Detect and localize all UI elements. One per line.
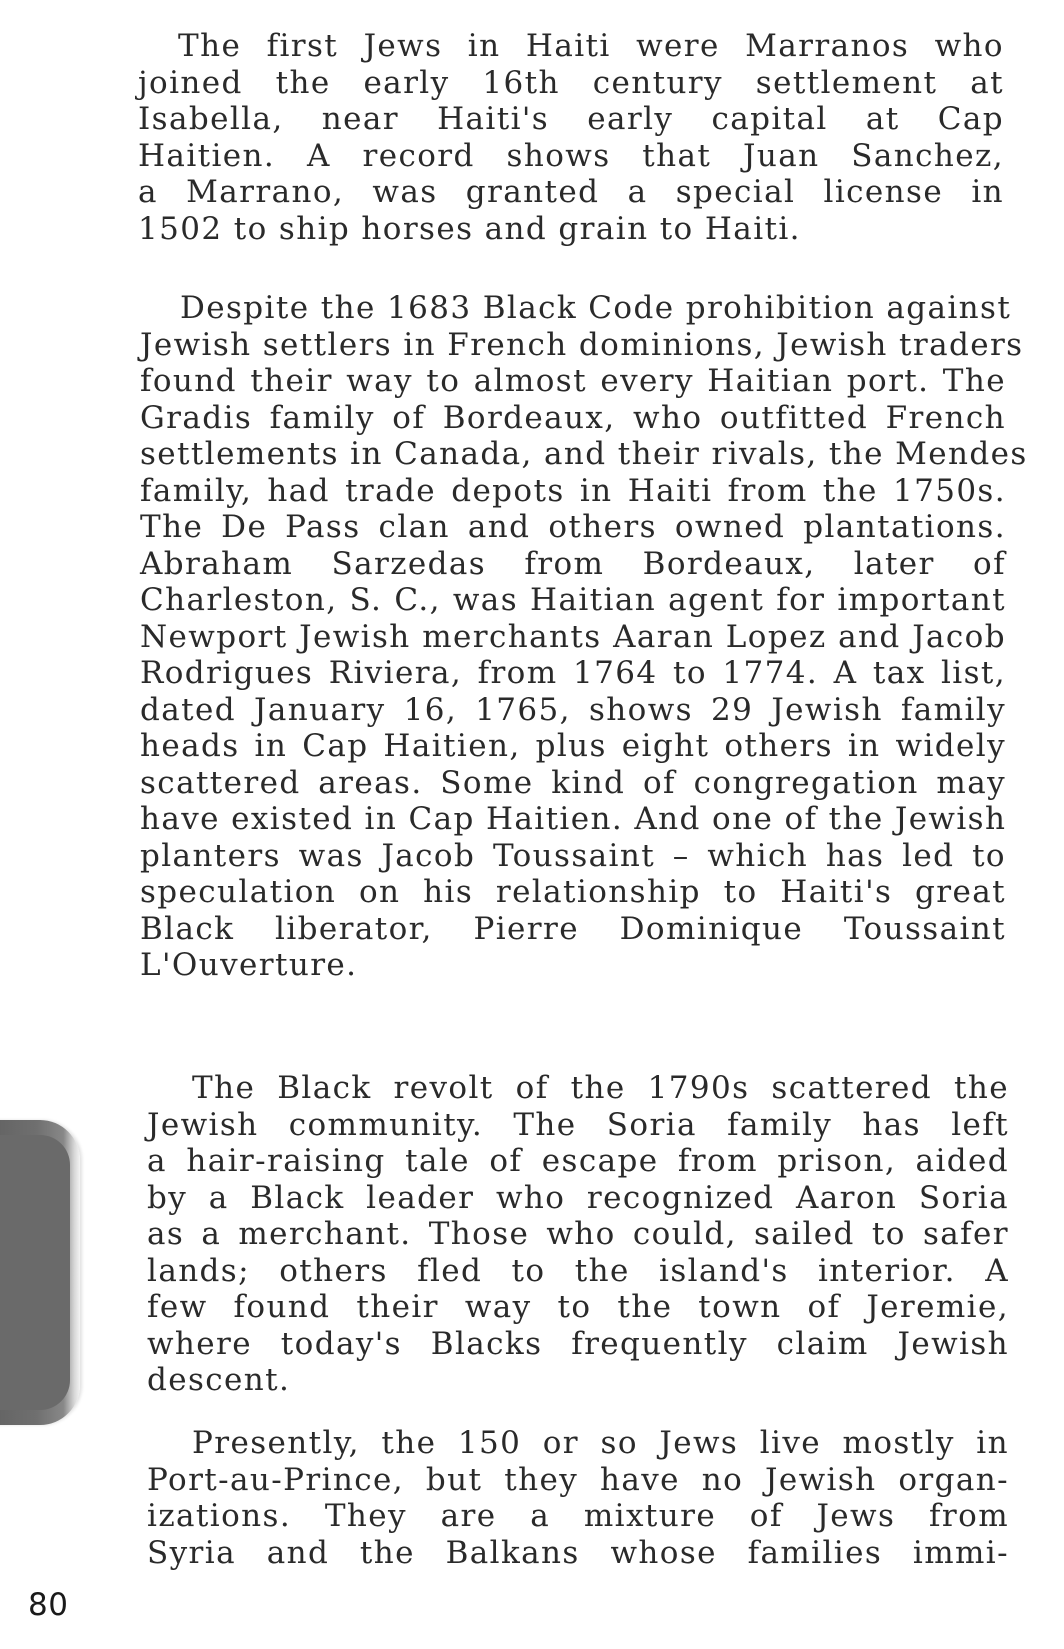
text-line: where today's Blacks frequently claim Jewish: [147, 1325, 1009, 1362]
text-line: The De Pass clan and others owned plantations.: [140, 509, 1006, 545]
text-line: Port-au-Prince, but they have no Jewish organ-: [147, 1461, 1009, 1498]
text-line: as a merchant. Those who could, sailed to safer: [147, 1216, 1009, 1252]
text-line: Jewish community. The Soria family has left: [147, 1106, 1009, 1143]
text-line: planters was Jacob Toussaint – which has led to: [140, 837, 1006, 874]
text-line: Gradis family of Bordeaux, who outfitted French: [140, 399, 1006, 436]
text-line: by a Black leader who recognized Aaron Soria: [147, 1179, 1009, 1216]
text-line: Syria and the Balkans whose families immi-: [147, 1534, 1009, 1571]
text-line: joined the early 16th century settlement at: [138, 64, 1004, 101]
text-line: The Black revolt of the 1790s scattered the: [192, 1070, 1009, 1106]
text-line: family, had trade depots in Haiti from the 1750s.: [140, 472, 1006, 509]
text-line: settlements in Canada, and their rivals, the Mendes: [140, 436, 1028, 472]
paragraph-2: [140, 290, 1028, 984]
text-line: Abraham Sarzedas from Bordeaux, later of: [140, 545, 1006, 582]
text-line: speculation on his relationship to Haiti's great: [140, 874, 1006, 910]
text-line: Presently, the 150 or so Jews live mostly in: [192, 1425, 1009, 1461]
page-edge-tab-inner: [0, 1135, 70, 1410]
text-line: Haitien. A record shows that Juan Sanchez,: [138, 137, 1004, 174]
text-line: descent.: [147, 1362, 291, 1398]
text-line: Despite the 1683 Black Code prohibition against: [180, 290, 1012, 326]
paragraph-3: [147, 1070, 1009, 1399]
text-line: few found their way to the town of Jeremie,: [147, 1289, 1009, 1325]
text-line: Isabella, near Haiti's early capital at Cap: [138, 101, 1004, 137]
text-line: L'Ouverture.: [140, 947, 358, 983]
text-line: have existed in Cap Haitien. And one of the Jewish: [140, 801, 1007, 837]
text-line: Rodrigues Riviera, from 1764 to 1774. A tax list,: [140, 655, 1006, 691]
text-line: dated January 16, 1765, shows 29 Jewish family: [140, 691, 1006, 728]
paragraph-1: [138, 28, 1004, 247]
text-line: found their way to almost every Haitian port. The: [140, 363, 1006, 399]
page-number: 80: [28, 1587, 69, 1623]
text-line: a hair-raising tale of escape from prison, aided: [147, 1143, 1009, 1179]
text-line: Jewish settlers in French dominions, Jewish traders: [140, 326, 1024, 363]
text-line: scattered areas. Some kind of congregation may: [140, 764, 1006, 801]
text-line: Black liberator, Pierre Dominique Toussaint: [140, 910, 1006, 947]
text-line: heads in Cap Haitien, plus eight others in widely: [140, 728, 1006, 764]
text-line: The first Jews in Haiti were Marranos who: [178, 28, 1004, 64]
text-line: lands; others fled to the island's interior. A: [147, 1252, 1009, 1289]
text-line: a Marrano, was granted a special license in: [138, 174, 1004, 210]
text-line: izations. They are a mixture of Jews from: [147, 1498, 1009, 1534]
text-line: Newport Jewish merchants Aaran Lopez and Jacob: [140, 618, 1006, 655]
text-line: Charleston, S. C., was Haitian agent for important: [140, 582, 1006, 618]
text-line: 1502 to ship horses and grain to Haiti.: [138, 210, 801, 247]
paragraph-4: [147, 1425, 1009, 1571]
